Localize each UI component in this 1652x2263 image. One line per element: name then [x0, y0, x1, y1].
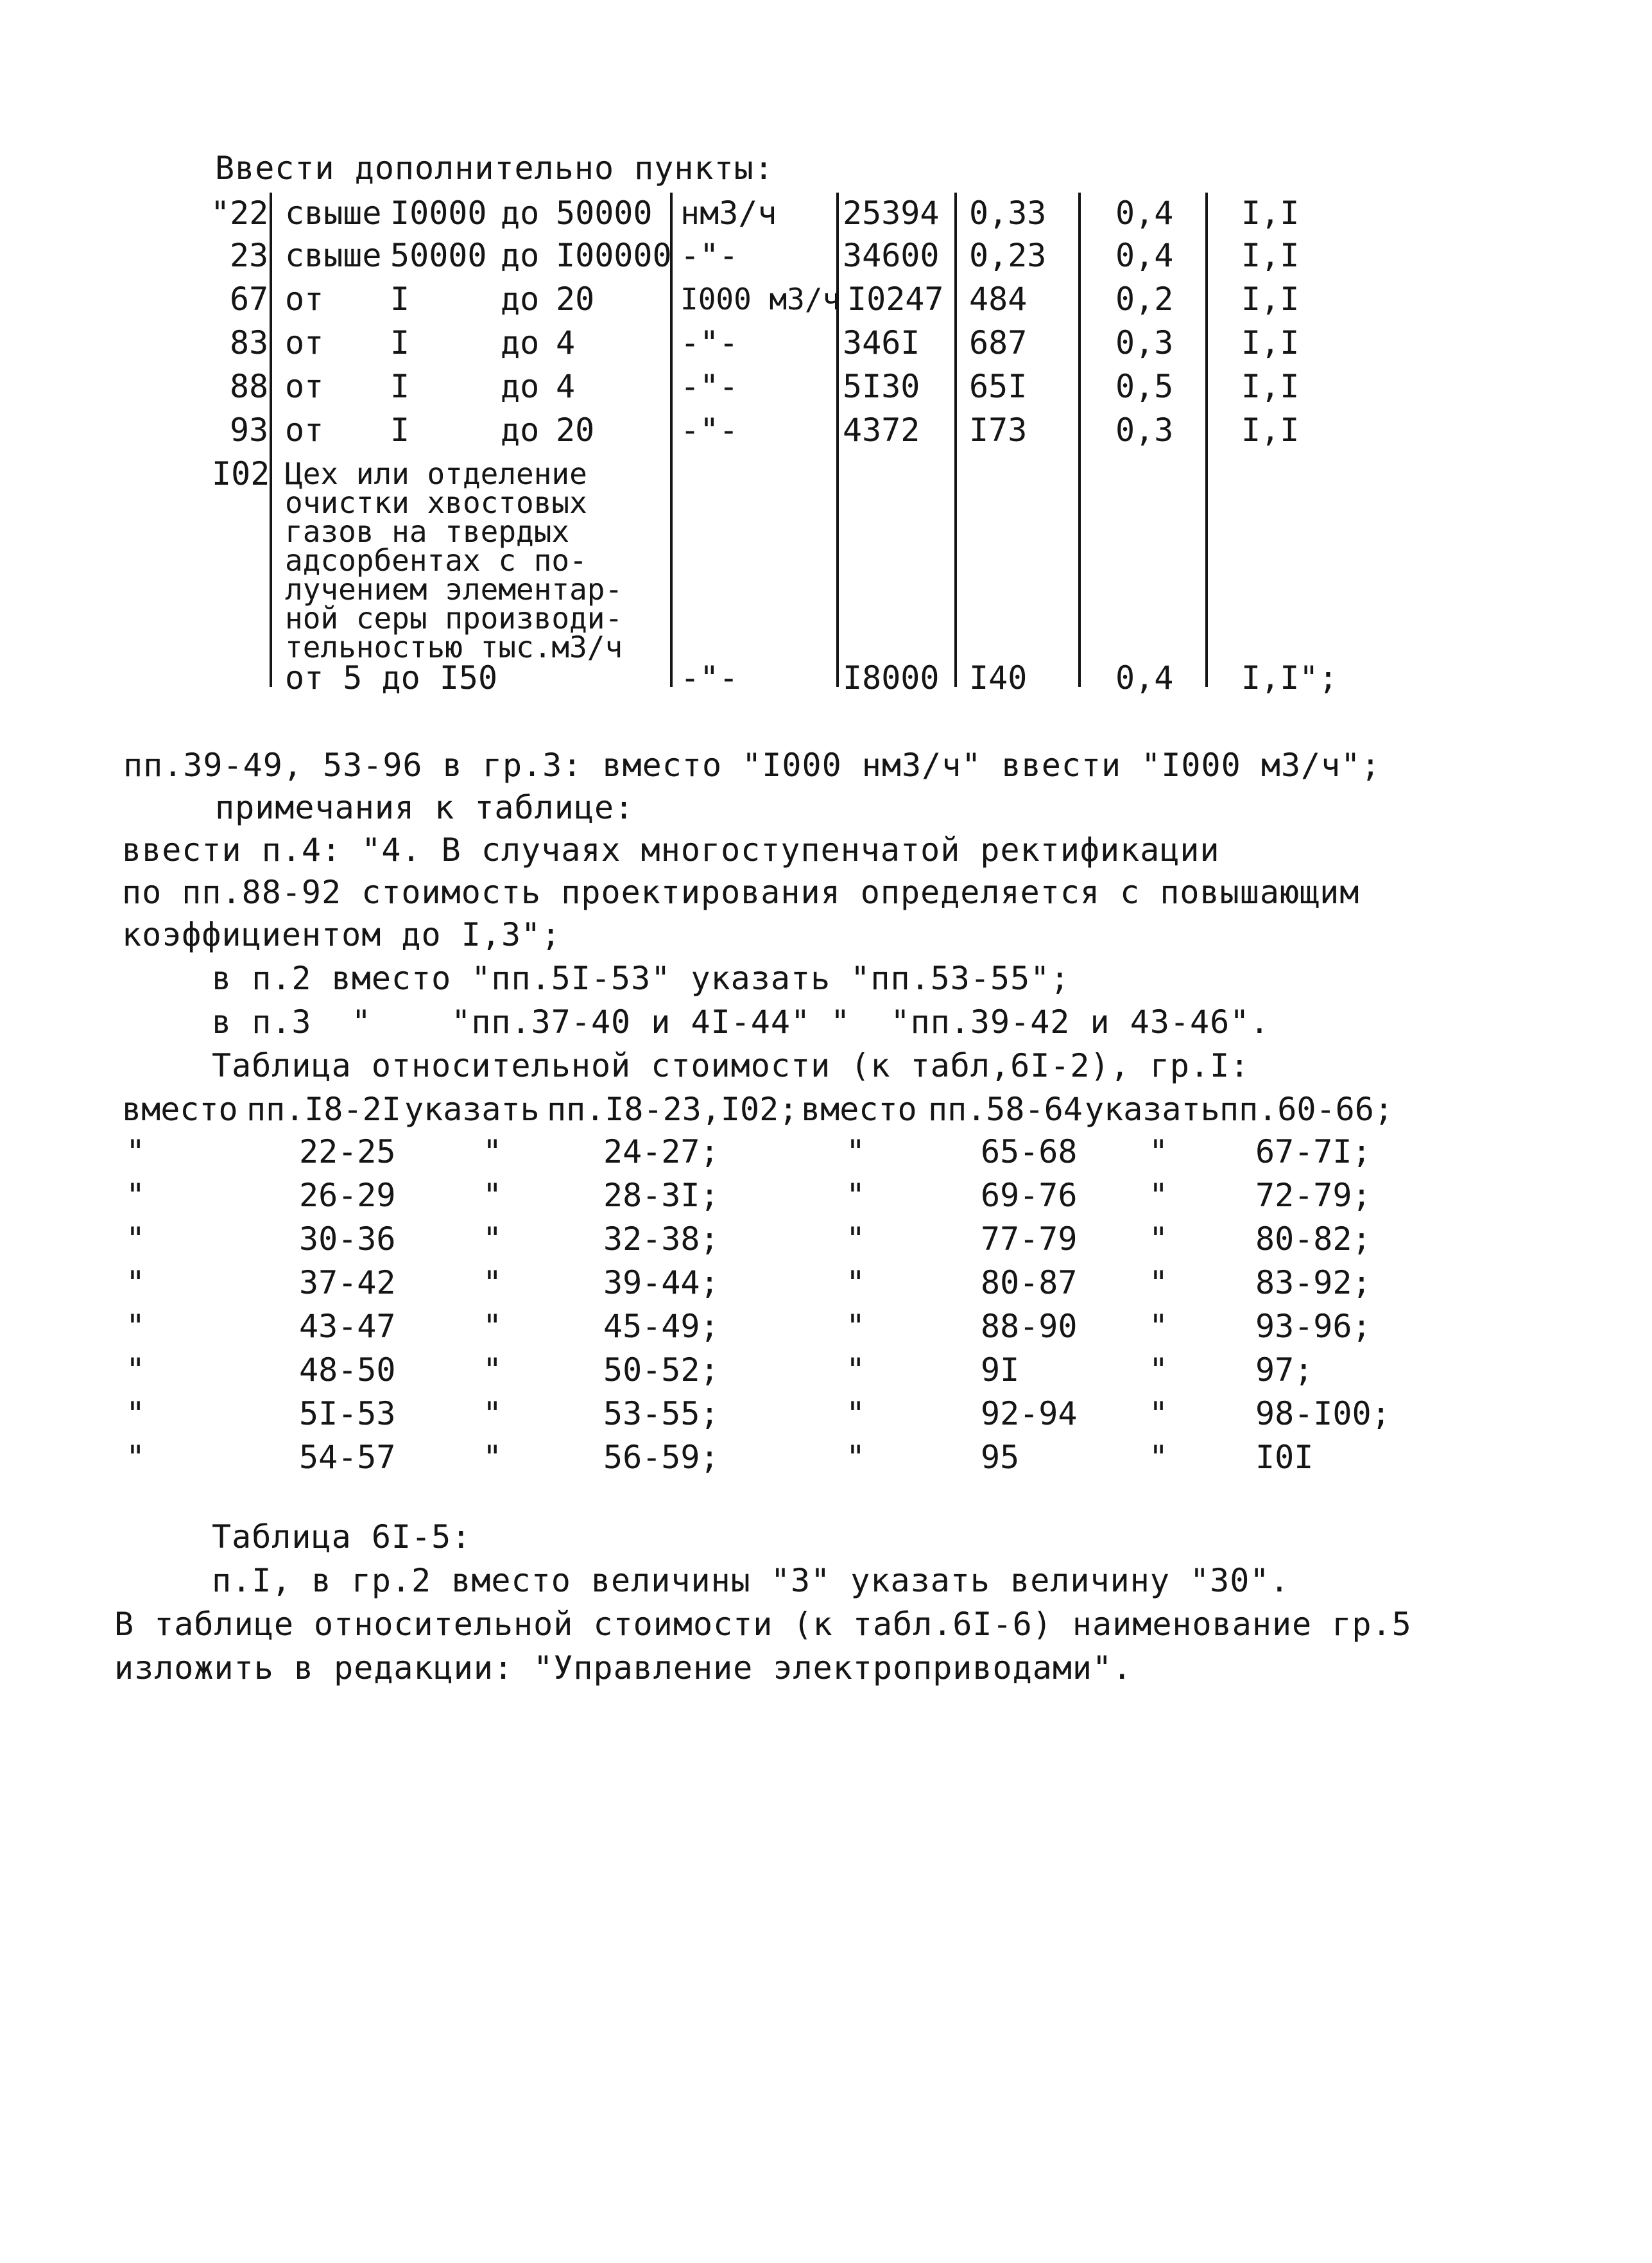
range-d: I0I	[1255, 1439, 1314, 1476]
range-to: 50000	[556, 195, 653, 232]
coef-c-cell: I,I	[1241, 324, 1300, 361]
cost-cell: 346I	[843, 324, 920, 361]
text-line: п.I, в гр.2 вместо величины "3" указать величину "30".	[212, 1562, 1290, 1599]
range-b: 56-59;	[603, 1439, 719, 1476]
table-rule	[1078, 193, 1081, 687]
coef-b-cell: 0,4	[1115, 237, 1174, 274]
text-line: В таблице относительной стоимости (к табл.6I-6) наименование гр.5	[114, 1606, 1412, 1643]
ditto-mark: "	[483, 1264, 503, 1301]
ditto-mark: "	[1149, 1439, 1169, 1476]
coef-c-cell: I,I	[1241, 195, 1300, 232]
row-number: 93	[230, 412, 269, 449]
range-b: 45-49;	[603, 1308, 719, 1345]
coef-a-cell: I73	[969, 412, 1028, 449]
range-d: пп.60-66;	[1219, 1091, 1393, 1128]
range-b: 24-27;	[603, 1133, 719, 1170]
range-a: 43-47	[299, 1308, 396, 1345]
word-ukazat: указать	[404, 1091, 540, 1128]
row-number: 88	[230, 368, 269, 405]
text-line: Таблица 6I-5:	[212, 1518, 472, 1556]
range-d: 93-96;	[1255, 1308, 1372, 1345]
ditto-mark: "	[1149, 1351, 1169, 1389]
range-to: 4	[556, 368, 576, 405]
range-word: свыше	[285, 195, 382, 232]
coef-a-cell: 0,33	[969, 195, 1047, 232]
coef-c-cell: I,I";	[1241, 659, 1338, 697]
ditto-mark: "	[846, 1439, 866, 1476]
range-word: свыше	[285, 237, 382, 274]
ditto-mark: "	[1149, 1264, 1169, 1301]
cost-cell: I0247	[847, 281, 944, 318]
range-d: 72-79;	[1255, 1177, 1372, 1214]
unit-cell: -"-	[680, 368, 739, 405]
text-line: коэффициентом до I,3";	[122, 916, 562, 953]
ditto-mark: "	[1149, 1395, 1169, 1432]
ditto-mark: "	[846, 1220, 866, 1258]
ditto-mark: "	[483, 1177, 503, 1214]
range-to-word: до	[501, 324, 540, 361]
range-d: 80-82;	[1255, 1220, 1372, 1258]
coef-c-cell: I,I	[1241, 368, 1300, 405]
ditto-mark: "	[846, 1264, 866, 1301]
table-rule	[836, 193, 839, 687]
coef-a-cell: 484	[969, 281, 1028, 318]
range-to: 20	[556, 412, 595, 449]
row-number: I02	[212, 455, 270, 492]
coef-c-cell: I,I	[1241, 281, 1300, 318]
range-word: от	[285, 281, 324, 318]
table-rule	[270, 193, 272, 687]
ditto-mark: "	[1149, 1308, 1169, 1345]
coef-a-cell: 65I	[969, 368, 1028, 405]
range-to-word: до	[501, 281, 540, 318]
range-d: 83-92;	[1255, 1264, 1372, 1301]
cost-cell: 5I30	[843, 368, 920, 405]
range-to: I00000	[556, 237, 672, 274]
range-from: I	[390, 368, 410, 405]
ditto-mark: "	[483, 1351, 503, 1389]
row-number: 67	[230, 281, 269, 318]
range-a: 22-25	[299, 1133, 396, 1170]
ditto-mark: "	[483, 1133, 503, 1170]
text-line: пп.39-49, 53-96 в гр.3: вместо "I000 нм3/ч" ввести "I000 м3/ч";	[123, 747, 1381, 784]
range-c: 95	[981, 1439, 1020, 1476]
unit-cell: -"-	[680, 412, 739, 449]
range-d: 98-I00;	[1255, 1395, 1391, 1432]
range-c: 77-79	[981, 1220, 1078, 1258]
range-a: пп.I8-2I	[246, 1091, 401, 1128]
range-b: 50-52;	[603, 1351, 719, 1389]
coef-a-cell: I40	[969, 659, 1028, 697]
ditto-mark: "	[1149, 1177, 1169, 1214]
row-number: "22	[211, 195, 269, 232]
coef-b-cell: 0,3	[1115, 412, 1174, 449]
coef-c-cell: I,I	[1241, 237, 1300, 274]
range-from: I	[390, 324, 410, 361]
coef-a-cell: 687	[969, 324, 1028, 361]
range-b: пп.I8-23,I02;	[547, 1091, 798, 1128]
range-to: 4	[556, 324, 576, 361]
text-line: в п.3 " "пп.37-40 и 4I-44" " "пп.39-42 и 43-46".	[212, 1003, 1270, 1041]
range-b: 32-38;	[603, 1220, 719, 1258]
range-c: 65-68	[981, 1133, 1078, 1170]
row-number: 23	[230, 237, 269, 274]
cost-cell: 34600	[843, 237, 940, 274]
range-a: 48-50	[299, 1351, 396, 1389]
cost-cell: 25394	[843, 195, 940, 232]
range-to-word: до	[501, 368, 540, 405]
range-c: 9I	[981, 1351, 1020, 1389]
intro-line: Ввести дополнительно пункты:	[215, 150, 774, 187]
range-to-word: до	[501, 237, 540, 274]
ditto-mark: "	[126, 1439, 146, 1476]
ditto-mark: "	[483, 1439, 503, 1476]
word-vmesto: вместо	[122, 1091, 238, 1128]
text-line: по пп.88-92 стоимость проектирования определяется с повышающим	[122, 874, 1360, 911]
ditto-mark: "	[126, 1133, 146, 1170]
range-a: 5I-53	[299, 1395, 396, 1432]
unit-cell: -"-	[680, 659, 739, 697]
coef-b-cell: 0,4	[1115, 195, 1174, 232]
range-a: 26-29	[299, 1177, 396, 1214]
text-line: в п.2 вместо "пп.5I-53" указать "пп.53-55";	[212, 960, 1071, 997]
range-b: 39-44;	[603, 1264, 719, 1301]
row-range: от 5 до I50	[285, 659, 498, 697]
row-description: Цех или отделение очистки хвостовых газов на твердых адсорбентах с по- лучением элементар- ной серы производи- тельностью тыс.м3/ч	[285, 456, 623, 664]
range-a: 30-36	[299, 1220, 396, 1258]
ditto-mark: "	[483, 1308, 503, 1345]
range-to: 20	[556, 281, 595, 318]
range-c: 80-87	[981, 1264, 1078, 1301]
range-c: 88-90	[981, 1308, 1078, 1345]
range-d: 97;	[1255, 1351, 1314, 1389]
ditto-mark: "	[126, 1177, 146, 1214]
range-b: 28-3I;	[603, 1177, 719, 1214]
range-word: от	[285, 412, 324, 449]
word-ukazat: указать	[1085, 1091, 1220, 1128]
range-from: I	[390, 281, 410, 318]
ditto-mark: "	[483, 1395, 503, 1432]
ditto-mark: "	[846, 1308, 866, 1345]
ditto-mark: "	[846, 1177, 866, 1214]
coef-b-cell: 0,4	[1115, 659, 1174, 697]
word-vmesto: вместо	[801, 1091, 917, 1128]
row-number: 83	[230, 324, 269, 361]
ditto-mark: "	[126, 1220, 146, 1258]
ditto-mark: "	[1149, 1133, 1169, 1170]
coef-a-cell: 0,23	[969, 237, 1047, 274]
text-line: Таблица относительной стоимости (к табл,6I-2), гр.I:	[212, 1047, 1250, 1084]
ditto-mark: "	[126, 1264, 146, 1301]
range-c: 92-94	[981, 1395, 1078, 1432]
cost-cell: 4372	[843, 412, 920, 449]
range-from: 50000	[390, 237, 487, 274]
unit-cell: нм3/ч	[680, 195, 777, 232]
ditto-mark: "	[846, 1351, 866, 1389]
range-word: от	[285, 368, 324, 405]
range-a: 54-57	[299, 1439, 396, 1476]
range-a: 37-42	[299, 1264, 396, 1301]
coef-c-cell: I,I	[1241, 412, 1300, 449]
table-rule	[1205, 193, 1208, 687]
coef-b-cell: 0,3	[1115, 324, 1174, 361]
range-from: I	[390, 412, 410, 449]
unit-cell: -"-	[680, 237, 739, 274]
range-to-word: до	[501, 195, 540, 232]
ditto-mark: "	[846, 1133, 866, 1170]
range-c: 69-76	[981, 1177, 1078, 1214]
text-line: изложить в редакции: "Управление электроприводами".	[114, 1649, 1133, 1686]
ditto-mark: "	[126, 1395, 146, 1432]
range-d: 67-7I;	[1255, 1133, 1372, 1170]
range-from: I0000	[390, 195, 487, 232]
range-b: 53-55;	[603, 1395, 719, 1432]
cost-cell: I8000	[843, 659, 940, 697]
coef-b-cell: 0,2	[1115, 281, 1174, 318]
unit-cell: I000 м3/ч	[680, 282, 841, 316]
ditto-mark: "	[1149, 1220, 1169, 1258]
ditto-mark: "	[126, 1351, 146, 1389]
table-rule	[954, 193, 957, 687]
ditto-mark: "	[126, 1308, 146, 1345]
ditto-mark: "	[846, 1395, 866, 1432]
range-c: пп.58-64	[928, 1091, 1083, 1128]
unit-cell: -"-	[680, 324, 739, 361]
text-line: ввести п.4: "4. В случаях многоступенчатой ректификации	[122, 831, 1220, 869]
ditto-mark: "	[483, 1220, 503, 1258]
range-word: от	[285, 324, 324, 361]
text-line: примечания к таблице:	[215, 789, 635, 826]
range-to-word: до	[501, 412, 540, 449]
coef-b-cell: 0,5	[1115, 368, 1174, 405]
